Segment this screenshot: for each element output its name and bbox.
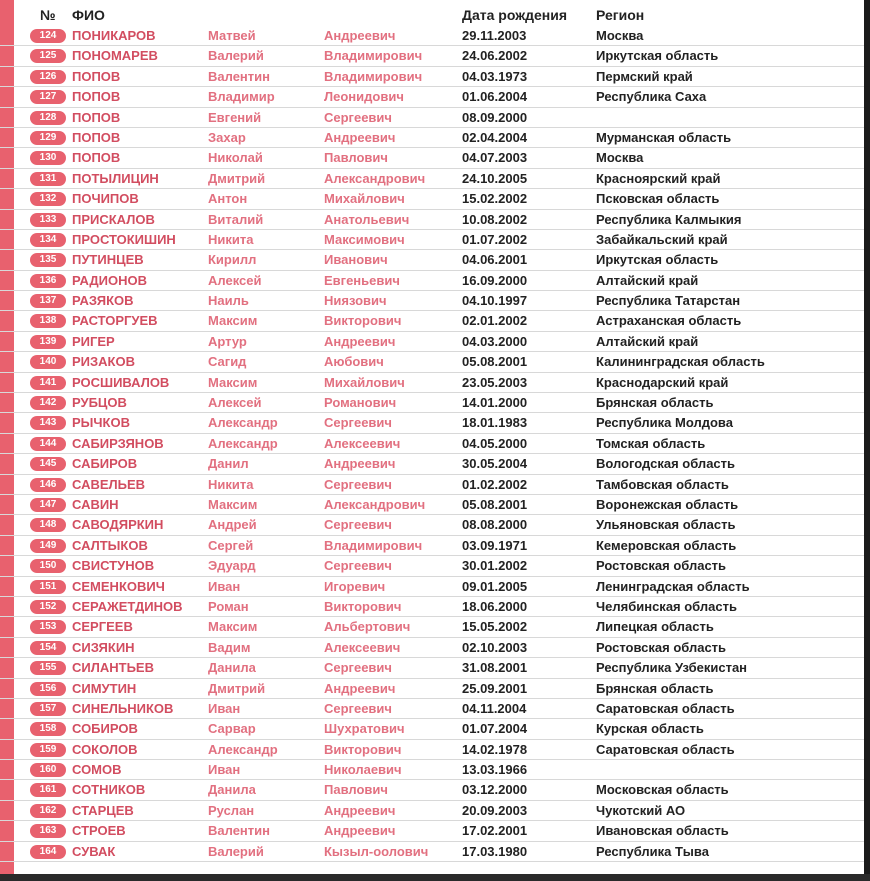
row-number-badge: 153 [30,620,66,634]
table-row [0,475,864,495]
table-row [0,169,864,189]
surname-cell: ПОНОМАРЕВ [72,48,158,64]
row-number-badge: 124 [30,29,66,43]
header-number: № [40,7,56,23]
birth-date-cell: 16.09.2000 [462,272,528,288]
patronymic-cell: Михайлович [324,191,405,207]
surname-cell: СИЗЯКИН [72,639,135,655]
table-row [0,699,864,719]
first-name-cell: Сергей [208,537,254,553]
first-name-cell: Кирилл [208,252,257,268]
table-row [0,638,864,658]
patronymic-cell: Сергеевич [324,517,392,533]
patronymic-cell: Шухратович [324,721,405,737]
patronymic-cell: Сергеевич [324,660,392,676]
patronymic-cell: Андреевич [324,802,396,818]
birth-date-cell: 13.03.1966 [462,762,528,778]
birth-date-cell: 23.05.2003 [462,374,528,390]
region-cell: Алтайский край [596,272,699,288]
patronymic-cell: Алексеевич [324,639,401,655]
row-number-badge: 135 [30,253,66,267]
birth-date-cell: 30.05.2004 [462,456,528,472]
region-cell: Республика Узбекистан [596,660,748,676]
row-number-badge: 140 [30,355,66,369]
region-cell: Калининградская область [596,354,765,370]
row-number-badge: 147 [30,498,66,512]
patronymic-cell: Леонидович [324,89,404,105]
birth-date-cell: 04.05.2000 [462,435,528,451]
header-region: Регион [596,7,645,23]
surname-cell: СУВАК [72,843,116,859]
surname-cell: СЕРАЖЕТДИНОВ [72,598,183,614]
region-cell: Томская область [596,435,706,451]
surname-cell: СТРОЕВ [72,823,126,839]
table-row [0,352,864,372]
region-cell: Курская область [596,721,704,737]
birth-date-cell: 30.01.2002 [462,558,528,574]
patronymic-cell: Павлович [324,150,388,166]
birth-date-cell: 29.11.2003 [462,28,527,43]
row-number-badge: 149 [30,539,66,553]
surname-cell: СВИСТУНОВ [72,558,155,574]
patronymic-cell: Викторович [324,741,402,757]
birth-date-cell: 01.06.2004 [462,89,528,105]
row-number-badge: 133 [30,213,66,227]
table-row [0,46,864,66]
first-name-cell: Валерий [208,48,264,64]
birth-date-cell: 08.09.2000 [462,109,528,125]
region-cell: Ивановская область [596,823,729,839]
table-row [0,760,864,780]
first-name-cell: Сарвар [208,721,256,737]
patronymic-cell: Андреевич [324,28,396,43]
row-number-badge: 145 [30,457,66,471]
patronymic-cell: Алексеевич [324,435,401,451]
patronymic-cell: Андреевич [324,456,396,472]
region-cell: Липецкая область [596,619,714,635]
bottom-edge [0,874,870,881]
first-name-cell: Данила [208,782,256,798]
table-row [0,658,864,678]
patronymic-cell: Евгеньевич [324,272,400,288]
surname-cell: ПОПОВ [72,89,121,105]
table-row [0,556,864,576]
surname-cell: ПРОСТОКИШИН [72,231,176,247]
row-number-badge: 126 [30,70,66,84]
first-name-cell: Иван [208,578,241,594]
region-cell: Ленинградская область [596,578,750,594]
first-name-cell: Валентин [208,823,270,839]
patronymic-cell: Сергеевич [324,109,392,125]
birth-date-cell: 17.03.1980 [462,843,528,859]
birth-date-cell: 05.08.2001 [462,354,528,370]
surname-cell: ПОПОВ [72,68,121,84]
first-name-cell: Данил [208,456,249,472]
first-name-cell: Никита [208,476,254,492]
first-name-cell: Вадим [208,639,251,655]
row-number-badge: 136 [30,274,66,288]
surname-cell: САЛТЫКОВ [72,537,148,553]
first-name-cell: Роман [208,598,249,614]
first-name-cell: Максим [208,313,258,329]
row-number-badge: 129 [30,131,66,145]
first-name-cell: Алексей [208,272,262,288]
first-name-cell: Максим [208,374,258,390]
surname-cell: СИЛАНТЬЕВ [72,660,154,676]
birth-date-cell: 04.07.2003 [462,150,528,166]
birth-date-cell: 15.05.2002 [462,619,528,635]
table-row [0,515,864,535]
region-cell: Тамбовская область [596,476,729,492]
header-birth-date: Дата рождения [462,7,568,23]
row-number-badge: 139 [30,335,66,349]
row-number-badge: 148 [30,518,66,532]
table-header [0,4,864,26]
region-cell: Забайкальский край [596,231,728,247]
patronymic-cell: Кызыл-оолович [324,843,429,859]
region-cell: Москва [596,28,644,43]
birth-date-cell: 03.12.2000 [462,782,528,798]
patronymic-cell: Владимирович [324,537,423,553]
first-name-cell: Валентин [208,68,270,84]
row-number-badge: 127 [30,90,66,104]
birth-date-cell: 10.08.2002 [462,211,528,227]
birth-date-cell: 02.01.2002 [462,313,528,329]
region-cell: Брянская область [596,680,714,696]
region-cell: Брянская область [596,395,714,411]
table-row [0,801,864,821]
row-number-badge: 128 [30,111,66,125]
surname-cell: САВИН [72,496,119,512]
header-full-name: ФИО [72,7,105,23]
surname-cell: РОСШИВАЛОВ [72,374,170,390]
row-number-badge: 146 [30,478,66,492]
table-row [0,311,864,331]
patronymic-cell: Иванович [324,252,388,268]
birth-date-cell: 17.02.2001 [462,823,528,839]
surname-cell: РУБЦОВ [72,395,127,411]
first-name-cell: Антон [208,191,248,207]
surname-cell: ПОПОВ [72,150,121,166]
region-cell: Кемеровская область [596,537,737,553]
row-number-badge: 143 [30,416,66,430]
row-number-badge: 144 [30,437,66,451]
surname-cell: РИГЕР [72,333,115,349]
surname-cell: ПОНИКАРОВ [72,28,156,43]
table-row [0,67,864,87]
region-cell: Пермский край [596,68,693,84]
first-name-cell: Сагид [208,354,247,370]
first-name-cell: Артур [208,333,247,349]
surname-cell: САВОДЯРКИН [72,517,164,533]
surname-cell: ПУТИНЦЕВ [72,252,144,268]
patronymic-cell: Игоревич [324,578,386,594]
first-name-cell: Захар [208,129,246,145]
table-row [0,780,864,800]
table-row [0,434,864,454]
region-cell: Псковская область [596,191,720,207]
patronymic-cell: Ниязович [324,293,387,309]
region-cell: Саратовская область [596,741,735,757]
patronymic-cell: Сергеевич [324,700,392,716]
first-name-cell: Алексей [208,395,262,411]
table-row [0,454,864,474]
first-name-cell: Владимир [208,89,275,105]
table-row [0,495,864,515]
birth-date-cell: 09.01.2005 [462,578,528,594]
region-cell: Иркутская область [596,252,719,268]
region-cell: Алтайский край [596,333,699,349]
patronymic-cell: Романович [324,395,397,411]
patronymic-cell: Альбертович [324,619,411,635]
row-number-badge: 164 [30,845,66,859]
table-row [0,271,864,291]
surname-cell: СЕРГЕЕВ [72,619,133,635]
patronymic-cell: Викторович [324,598,402,614]
table-row [0,128,864,148]
surname-cell: СИНЕЛЬНИКОВ [72,700,174,716]
birth-date-cell: 01.07.2002 [462,231,528,247]
table-body [0,26,864,862]
birth-date-cell: 01.02.2002 [462,476,528,492]
first-name-cell: Александр [208,741,278,757]
table-row [0,413,864,433]
birth-date-cell: 01.07.2004 [462,721,528,737]
birth-date-cell: 02.04.2004 [462,129,528,145]
region-cell: Саратовская область [596,700,735,716]
row-number-badge: 125 [30,49,66,63]
first-name-cell: Иван [208,762,241,778]
patronymic-cell: Андреевич [324,680,396,696]
birth-date-cell: 08.08.2000 [462,517,528,533]
row-number-badge: 151 [30,580,66,594]
table-row [0,148,864,168]
table-row [0,87,864,107]
patronymic-cell: Александрович [324,170,426,186]
region-cell: Республика Калмыкия [596,211,742,227]
right-edge [864,0,870,881]
table-row [0,597,864,617]
first-name-cell: Андрей [208,517,257,533]
table-row [0,230,864,250]
first-name-cell: Виталий [208,211,264,227]
table-row [0,740,864,760]
first-name-cell: Эдуард [208,558,256,574]
row-number-badge: 138 [30,314,66,328]
surname-cell: РИЗАКОВ [72,354,135,370]
first-name-cell: Никита [208,231,254,247]
table-row [0,821,864,841]
birth-date-cell: 31.08.2001 [462,660,528,676]
surname-cell: СИМУТИН [72,680,137,696]
table-row [0,291,864,311]
patronymic-cell: Владимирович [324,48,423,64]
first-name-cell: Дмитрий [208,680,266,696]
table-row [0,536,864,556]
region-cell: Воронежская область [596,496,739,512]
table-row [0,373,864,393]
table-row [0,332,864,352]
table-row [0,210,864,230]
region-cell: Москва [596,150,644,166]
birth-date-cell: 14.02.1978 [462,741,528,757]
region-cell: Ростовская область [596,558,727,574]
region-cell: Красноярский край [596,170,721,186]
row-number-badge: 150 [30,559,66,573]
patronymic-cell: Викторович [324,313,402,329]
patronymic-cell: Николаевич [324,762,402,778]
birth-date-cell: 24.06.2002 [462,48,528,64]
first-name-cell: Николай [208,150,263,166]
region-cell: Республика Тыва [596,843,709,859]
birth-date-cell: 04.03.2000 [462,333,528,349]
row-number-badge: 132 [30,192,66,206]
region-cell: Республика Татарстан [596,293,741,309]
table-row [0,617,864,637]
first-name-cell: Евгений [208,109,262,125]
row-number-badge: 159 [30,743,66,757]
surname-cell: ПОТЫЛИЦИН [72,170,159,186]
table-row [0,577,864,597]
first-name-cell: Матвей [208,28,256,43]
table-row [0,250,864,270]
row-number-badge: 154 [30,641,66,655]
birth-date-cell: 18.06.2000 [462,598,528,614]
birth-date-cell: 24.10.2005 [462,170,528,186]
region-cell: Республика Молдова [596,415,733,431]
birth-date-cell: 05.08.2001 [462,496,528,512]
row-number-badge: 152 [30,600,66,614]
surname-cell: СОТНИКОВ [72,782,146,798]
patronymic-cell: Сергеевич [324,558,392,574]
surname-cell: РАДИОНОВ [72,272,148,288]
surname-cell: ПОЧИПОВ [72,191,139,207]
birth-date-cell: 04.03.1973 [462,68,528,84]
table-row [0,393,864,413]
row-number-badge: 157 [30,702,66,716]
first-name-cell: Максим [208,496,258,512]
surname-cell: СОБИРОВ [72,721,138,737]
row-number-badge: 141 [30,376,66,390]
row-number-badge: 155 [30,661,66,675]
surname-cell: САВЕЛЬЕВ [72,476,146,492]
birth-date-cell: 14.01.2000 [462,395,528,411]
row-number-badge: 130 [30,151,66,165]
region-cell: Челябинская область [596,598,737,614]
first-name-cell: Валерий [208,843,264,859]
region-cell: Краснодарский край [596,374,729,390]
row-number-badge: 131 [30,172,66,186]
first-name-cell: Максим [208,619,258,635]
row-number-badge: 161 [30,783,66,797]
first-name-cell: Иван [208,700,241,716]
region-cell: Ульяновская область [596,517,736,533]
region-cell: Чукотский АО [596,802,686,818]
birth-date-cell: 02.10.2003 [462,639,528,655]
surname-cell: СЕМЕНКОВИЧ [72,578,165,594]
region-cell: Республика Саха [596,89,707,105]
region-cell: Мурманская область [596,129,732,145]
first-name-cell: Наиль [208,293,249,309]
surname-cell: САБИРЗЯНОВ [72,435,164,451]
patronymic-cell: Анатольевич [324,211,410,227]
patronymic-cell: Аюбович [324,354,384,370]
surname-cell: ПОПОВ [72,109,121,125]
row-number-badge: 134 [30,233,66,247]
birth-date-cell: 04.06.2001 [462,252,528,268]
patronymic-cell: Максимович [324,231,405,247]
first-name-cell: Александр [208,415,278,431]
table-row [0,719,864,739]
birth-date-cell: 04.11.2004 [462,700,527,716]
birth-date-cell: 15.02.2002 [462,191,528,207]
first-name-cell: Руслан [208,802,255,818]
birth-date-cell: 04.10.1997 [462,293,528,309]
row-number-badge: 162 [30,804,66,818]
table-row [0,679,864,699]
region-cell: Вологодская область [596,456,736,472]
surname-cell: РАСТОРГУЕВ [72,313,158,329]
table-row [0,842,864,862]
surname-cell: РЫЧКОВ [72,415,130,431]
first-name-cell: Александр [208,435,278,451]
birth-date-cell: 25.09.2001 [462,680,528,696]
birth-date-cell: 20.09.2003 [462,802,528,818]
patronymic-cell: Павлович [324,782,388,798]
patronymic-cell: Сергеевич [324,415,392,431]
row-number-badge: 142 [30,396,66,410]
patronymic-cell: Андреевич [324,129,396,145]
surname-cell: СТАРЦЕВ [72,802,134,818]
first-name-cell: Данила [208,660,256,676]
birth-date-cell: 18.01.1983 [462,415,528,431]
patronymic-cell: Андреевич [324,823,396,839]
patronymic-cell: Владимирович [324,68,423,84]
surname-cell: РАЗЯКОВ [72,293,134,309]
patronymic-cell: Андреевич [324,333,396,349]
surname-cell: СОКОЛОВ [72,741,138,757]
patronymic-cell: Александрович [324,496,426,512]
patronymic-cell: Сергеевич [324,476,392,492]
table-row [0,108,864,128]
patronymic-cell: Михайлович [324,374,405,390]
region-cell: Астраханская область [596,313,742,329]
surname-cell: СОМОВ [72,762,122,778]
region-cell: Московская область [596,782,729,798]
row-number-badge: 137 [30,294,66,308]
surname-cell: ПРИСКАЛОВ [72,211,155,227]
birth-date-cell: 03.09.1971 [462,537,528,553]
row-number-badge: 163 [30,824,66,838]
region-cell: Иркутская область [596,48,719,64]
row-number-badge: 160 [30,763,66,777]
table-row [0,26,864,46]
table-row [0,189,864,209]
row-number-badge: 156 [30,682,66,696]
row-number-badge: 158 [30,722,66,736]
surname-cell: ПОПОВ [72,129,121,145]
first-name-cell: Дмитрий [208,170,266,186]
region-cell: Ростовская область [596,639,727,655]
surname-cell: САБИРОВ [72,456,138,472]
